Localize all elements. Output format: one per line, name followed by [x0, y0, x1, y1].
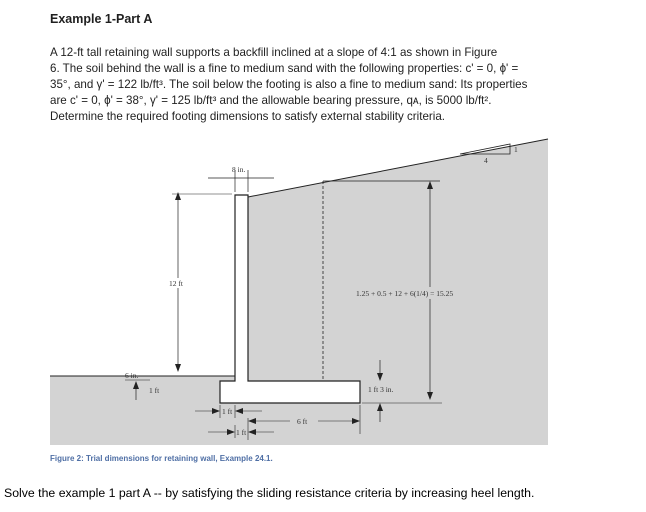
stem-base-label: 1 ft — [222, 407, 233, 416]
arrowhead — [175, 192, 181, 200]
problem-line: 6. The soil behind the wall is a fine to medium sand with the following properties: c' = 0, ϕ' = — [50, 62, 519, 75]
slope-run-label: 4 — [484, 156, 488, 165]
question-text: Solve the example 1 part A -- by satisfying the sliding resistance criteria by increasing heel length. — [4, 486, 535, 500]
toe-depth-label: 6 in. — [125, 371, 139, 380]
figure-caption: Figure 2: Trial dimensions for retaining wall, Example 24.1. — [50, 454, 273, 463]
stem-width-label: 8 in. — [232, 165, 246, 174]
footing-thickness-label: 1 ft 3 in. — [368, 385, 394, 394]
example-heading: Example 1-Part A — [50, 12, 153, 26]
slope-rise-label: 1 — [514, 145, 518, 154]
problem-line: 35°, and γ' = 122 lb/ft³. The soil below the footing is also a fine to medium sand: Its properties — [50, 78, 528, 91]
heel-length-label: 6 ft — [297, 417, 308, 426]
arrowhead — [175, 364, 181, 372]
problem-line: A 12-ft tall retaining wall supports a backfill inclined at a slope of 4:1 as shown in Figure — [50, 46, 498, 59]
problem-line: are c' = 0, ϕ' = 38°, γ' = 125 lb/ft³ and the allowable bearing pressure, qᴀ, is 5000 lb/ft². — [50, 94, 492, 107]
wall-height-label: 12 ft — [169, 279, 183, 288]
problem-line: Determine the required footing dimensions to satisfy external stability criteria. — [50, 110, 446, 123]
toe-length-label: 1 ft — [149, 386, 160, 395]
heel-height-expression: 1.25 + 0.5 + 12 + 6(1/4) = 15.25 — [356, 289, 454, 298]
stem-base-label-2: 1 ft — [236, 428, 247, 437]
